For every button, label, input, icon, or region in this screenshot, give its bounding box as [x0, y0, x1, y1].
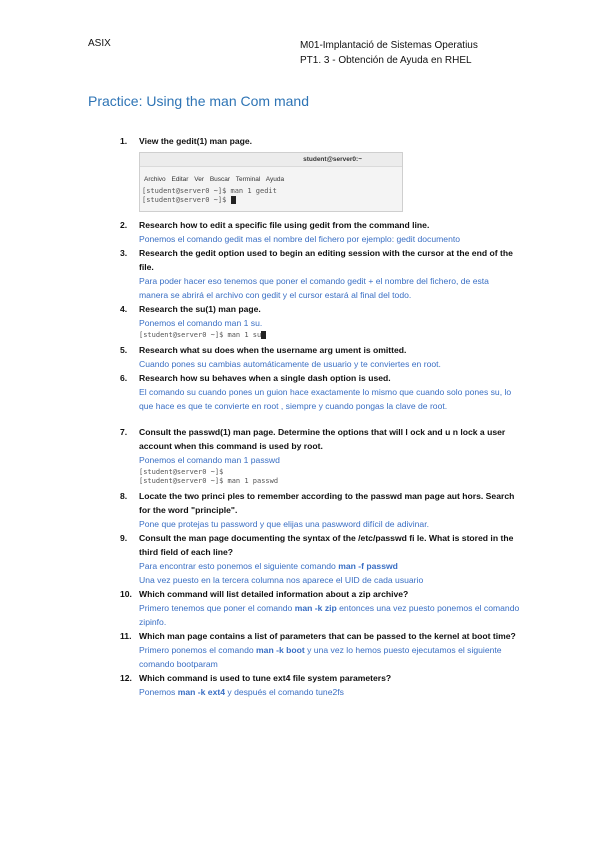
answer-text: Para poder hacer eso tenemos que poner el comando gedit + el nombre del fichero, de esta manera se abrirá el archivo con gedit y el cursor estará al final del todo.: [139, 276, 489, 300]
page-title: Practice: Using the man Com mand: [88, 93, 309, 109]
command-text: man -k zip: [294, 603, 337, 613]
question-text: Research how to edit a specific file using gedit from the command line.: [139, 220, 430, 230]
answer-text: Cuando pones su cambias automáticamente de usuario y te conviertes en root.: [139, 359, 441, 369]
item-number: 12.: [120, 673, 132, 683]
list-item: [120, 671, 520, 699]
list-item: [120, 302, 520, 340]
item-number: 6.: [120, 373, 128, 383]
cursor-icon: [231, 196, 236, 204]
item-number: 2.: [120, 220, 128, 230]
question-list: [120, 134, 520, 699]
command-text: man -k boot: [256, 645, 305, 655]
question-text: Research the gedit option used to begin an editing session with the cursor at the end of the file.: [139, 248, 513, 272]
cursor-icon: [261, 331, 266, 339]
header-right: [300, 38, 478, 68]
item-number: 11.: [120, 631, 132, 641]
list-item: [120, 425, 520, 486]
list-item: [120, 371, 520, 425]
list-item: [120, 531, 520, 587]
terminal-snippet: [student@server0 ~]$ man 1 su: [139, 331, 520, 340]
terminal-line: [student@server0 ~]$ man 1 gedit: [142, 187, 277, 195]
question-text: Locate the two princi ples to remember according to the passwd man page aut hors. Search for the word "principle".: [139, 491, 515, 515]
terminal-menu: Archivo Editar Ver Buscar Terminal Ayuda: [144, 176, 285, 183]
question-text: Which command is used to tune ext4 file system parameters?: [139, 673, 392, 683]
list-item: [120, 587, 520, 629]
answer-text: Ponemos el comando man 1 su.: [139, 318, 263, 328]
list-item: [120, 489, 520, 531]
terminal-line: [student@server0 ~]$ man 1 passwd: [139, 477, 279, 485]
list-item: [120, 343, 520, 371]
answer-text: Para encontrar esto ponemos el siguiente comando man -f passwd: [139, 561, 398, 571]
answer-text: Primero ponemos el comando man -k boot y una vez lo hemos puesto ejecutamos el siguiente comando bootparam: [139, 645, 502, 669]
answer-text: Una vez puesto en la tercera columna nos aparece el UID de cada usuario: [139, 575, 424, 585]
command-text: man -k ext4: [177, 687, 225, 697]
answer-text: Pone que protejas tu password y que elijas una paswword difícil de adivinar.: [139, 519, 429, 529]
terminal-title: student@server0:~: [140, 153, 402, 167]
item-number: 8.: [120, 491, 128, 501]
terminal-screenshot: [139, 152, 403, 212]
list-item: [120, 134, 520, 212]
item-number: 1.: [120, 136, 128, 146]
header-left: ASIX: [88, 38, 111, 49]
answer-text: Ponemos el comando man 1 passwd: [139, 455, 280, 465]
list-item: [120, 246, 520, 302]
answer-text: Ponemos man -k ext4 y después el comando tune2fs: [139, 687, 344, 697]
item-number: 9.: [120, 533, 128, 543]
command-text: man -f passwd: [338, 561, 398, 571]
question-text: Which man page contains a list of parameters that can be passed to the kernel at boot time?: [139, 631, 516, 641]
terminal-line: [student@server0 ~]$: [139, 468, 224, 476]
question-text: Which command will list detailed information about a zip archive?: [139, 589, 409, 599]
question-text: Research what su does when the username arg ument is omitted.: [139, 345, 407, 355]
item-number: 10.: [120, 589, 132, 599]
item-number: 5.: [120, 345, 128, 355]
answer-text: El comando su cuando pones un guion hace exactamente lo mismo que cuando solo pones su, lo que hace es que te convierte en root , siempre y cuando pongas la clave de root.: [139, 387, 512, 411]
item-number: 4.: [120, 304, 128, 314]
question-text: Consult the man page documenting the syntax of the /etc/passwd fi le. What is stored in the third field of each line?: [139, 533, 514, 557]
question-text: View the gedit(1) man page.: [139, 136, 253, 146]
terminal-snippet: [139, 468, 520, 486]
item-number: 7.: [120, 427, 128, 437]
question-text: Research the su(1) man page.: [139, 304, 261, 314]
answer-text: Primero tenemos que poner el comando man -k zip entonces una vez puesto ponemos el comando zipinfo.: [139, 603, 520, 627]
question-text: Consult the passwd(1) man page. Determine the options that will l ock and u n lock a user account when this command is used by root.: [139, 427, 506, 451]
answer-text: Ponemos el comando gedit mas el nombre del fichero por ejemplo: gedit documento: [139, 234, 461, 244]
terminal-line: [student@server0 ~]$: [140, 196, 402, 205]
header-subtitle: PT1. 3 - Obtención de Ayuda en RHEL: [300, 55, 472, 66]
question-text: Research how su behaves when a single dash option is used.: [139, 373, 391, 383]
item-number: 3.: [120, 248, 128, 258]
list-item: [120, 218, 520, 246]
header-course: M01-Implantació de Sistemas Operatius: [300, 40, 478, 51]
list-item: [120, 629, 520, 671]
